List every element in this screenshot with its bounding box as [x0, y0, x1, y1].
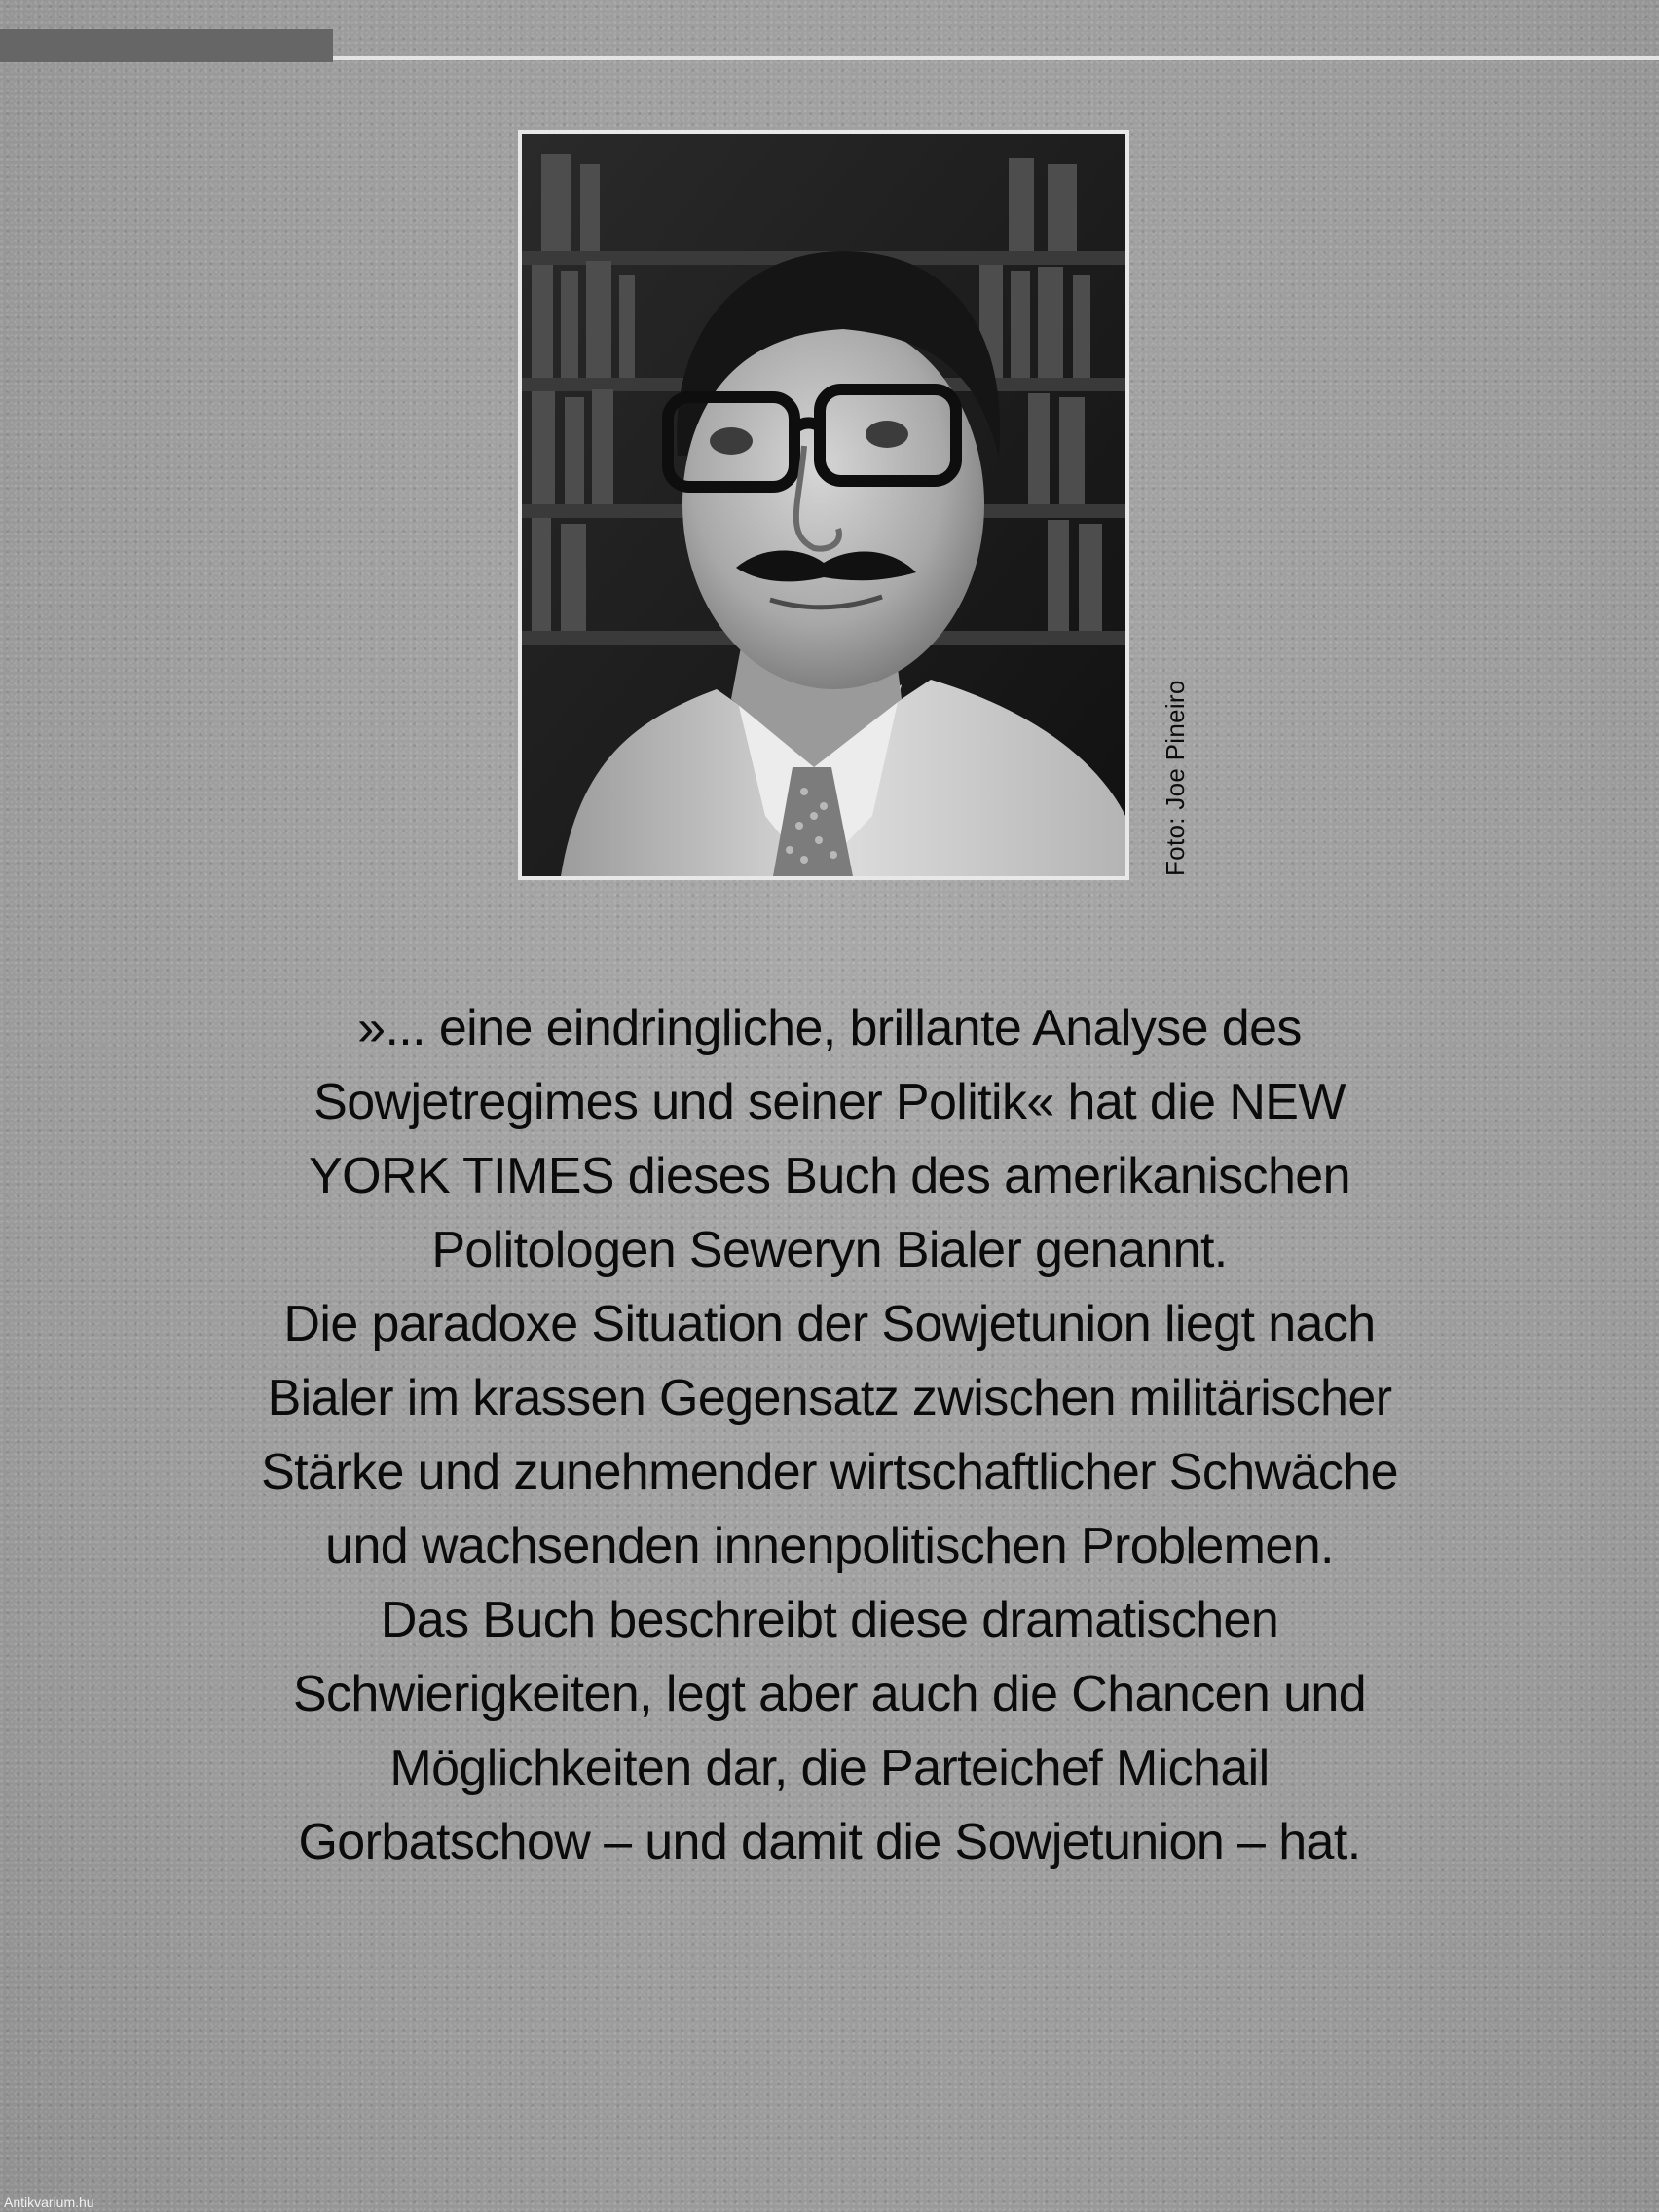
- blurb-line: Sowjetregimes und seiner Politik« hat die NEW: [313, 1074, 1346, 1130]
- blurb-line: Stärke und zunehmender wirtschaftlicher Schwäche: [261, 1444, 1398, 1500]
- blurb-line: Bialer im krassen Gegensatz zwischen militärischer: [267, 1370, 1392, 1426]
- blurb-line: Das Buch beschreibt diese dramatischen: [380, 1592, 1279, 1648]
- photo-credit: Foto: Joe Pineiro: [1161, 680, 1190, 876]
- blurb-line: Politologen Seweryn Bialer genannt.: [431, 1222, 1228, 1278]
- blurb-line: Schwierigkeiten, legt aber auch die Chancen und: [292, 1666, 1367, 1722]
- blurb-line: und wachsenden innenpolitischen Problemen.: [325, 1518, 1334, 1574]
- blurb-line: Gorbatschow – und damit die Sowjetunion – hat.: [298, 1814, 1361, 1870]
- blurb-line: YORK TIMES dieses Buch des amerikanischen: [309, 1148, 1350, 1204]
- blurb-text: [97, 991, 1562, 1879]
- watermark: Antikvarium.hu: [4, 2194, 94, 2210]
- top-decorative-bar: [0, 29, 333, 62]
- author-portrait: [518, 130, 1129, 880]
- blurb-line: Die paradoxe Situation der Sowjetunion liegt nach: [283, 1296, 1376, 1352]
- blurb-line: »... eine eindringliche, brillante Analyse des: [357, 1000, 1302, 1056]
- author-portrait-image: [522, 134, 1125, 876]
- top-rule-line: [333, 56, 1659, 60]
- blurb-line: Möglichkeiten dar, die Parteichef Michail: [389, 1740, 1270, 1796]
